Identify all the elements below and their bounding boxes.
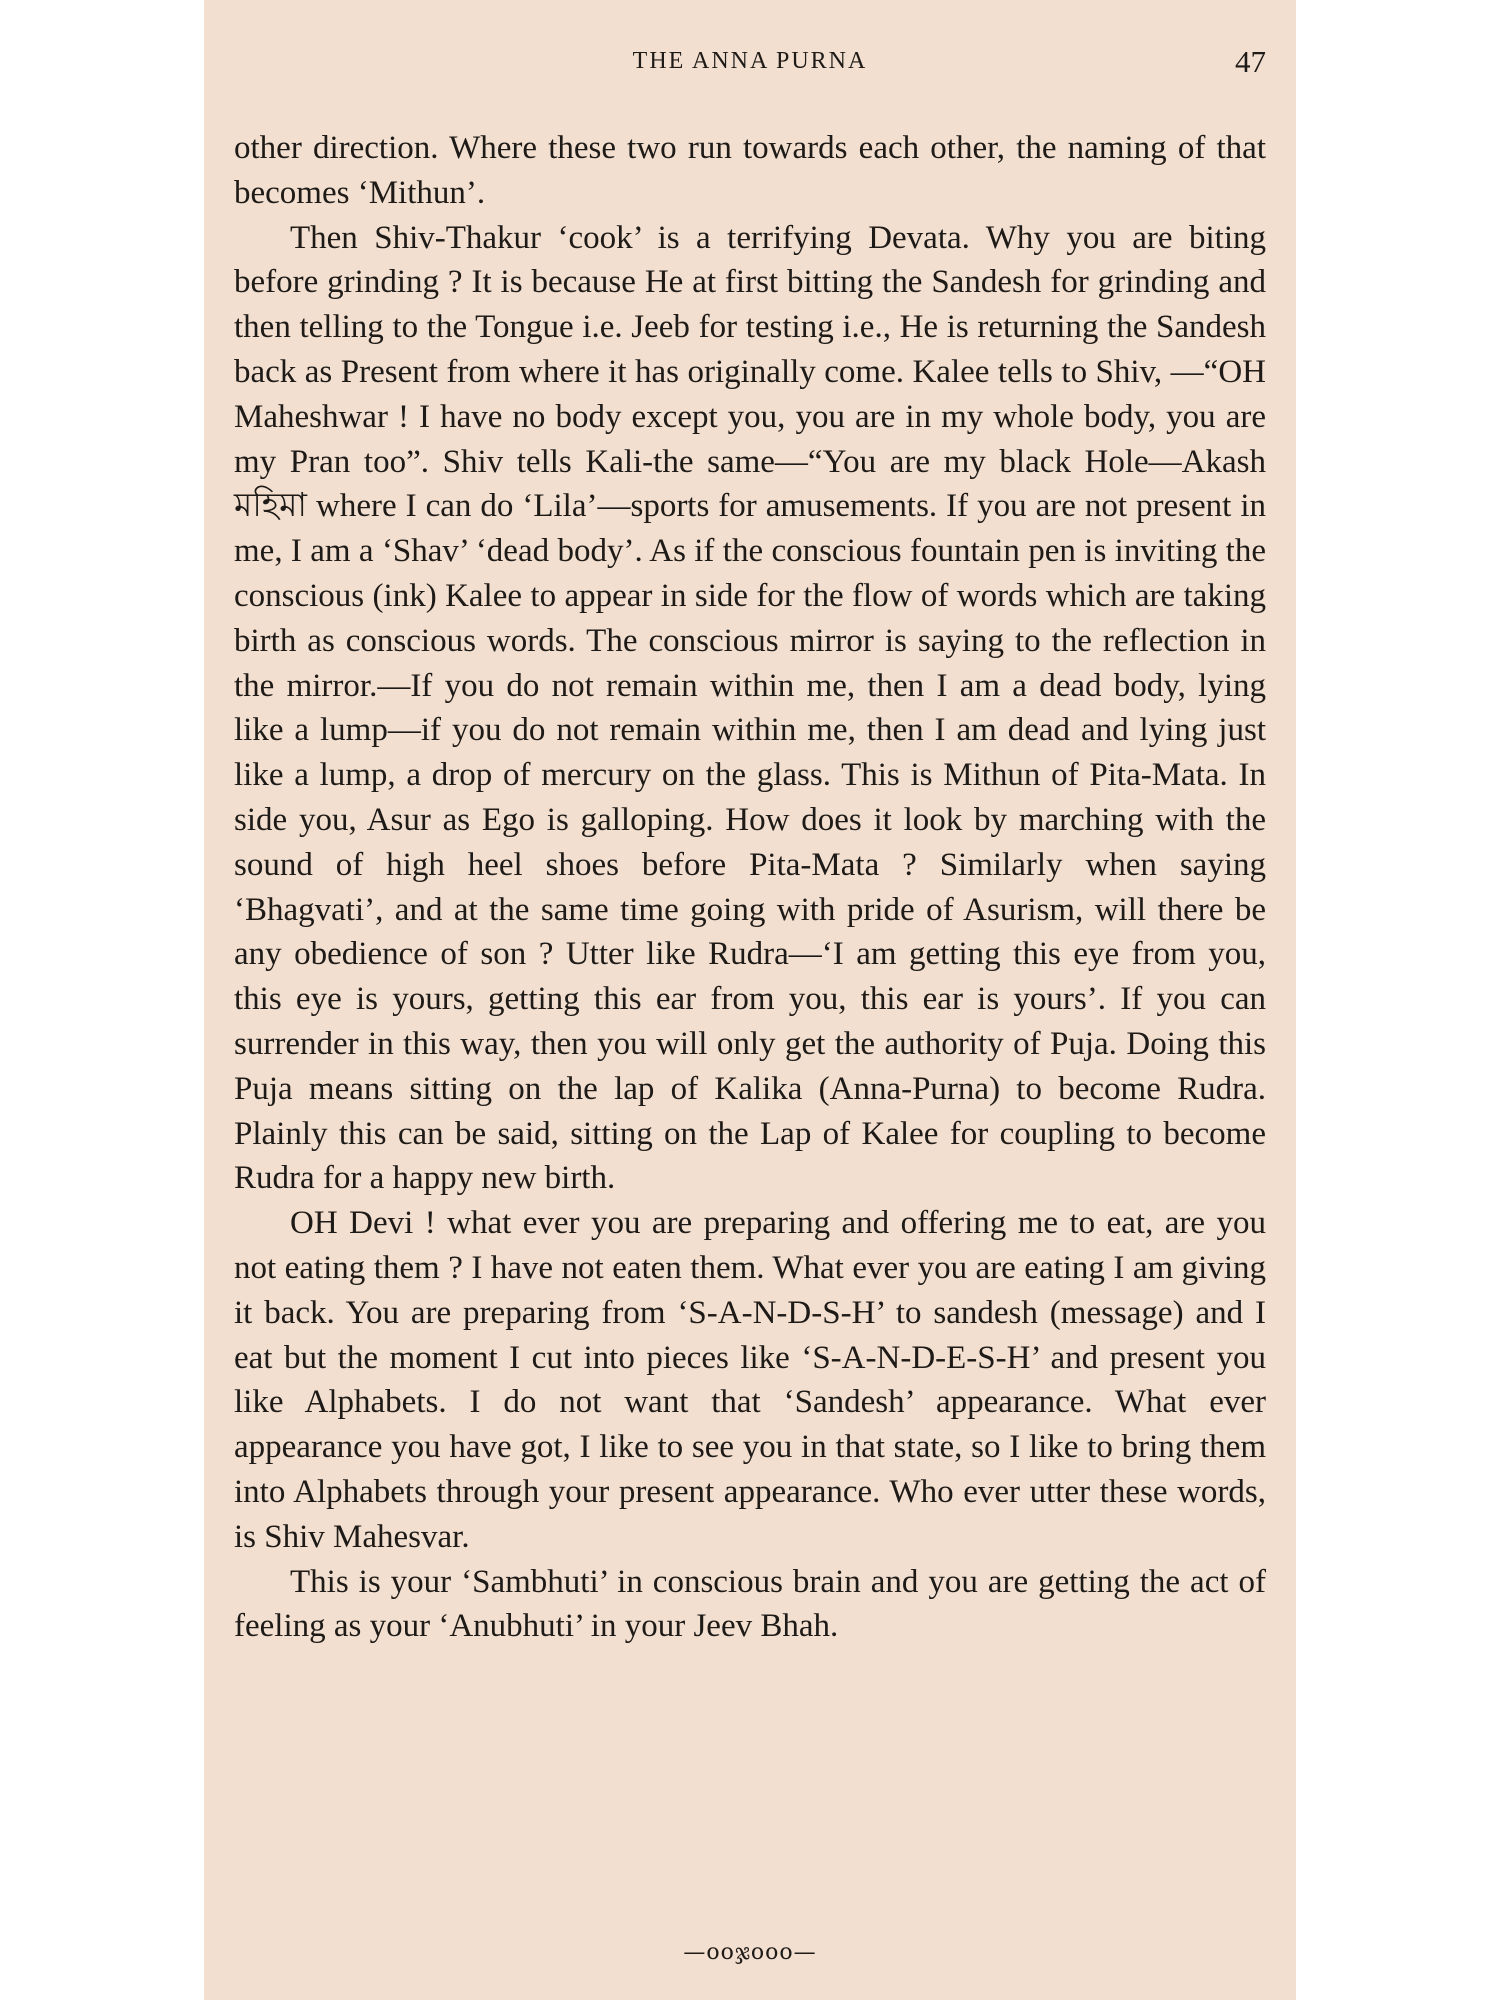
running-title: THE ANNA PURNA [632,48,868,74]
book-page [204,0,1296,2000]
paragraph: This is your ‘Sambhuti’ in conscious brain and you are getting the act of feeling as your ‘Anubhuti’ in your Jeev Bhah. [234,1563,1266,1645]
page-number: 47 [1235,44,1266,79]
body-text [234,126,1266,1649]
paragraph: OH Devi ! what ever you are preparing and offering me to eat, are you not eating them ? I have not eaten them. What ever you are eating I am giving it back. You are preparing from ‘S-A-N-D-S-H’ to sandesh (message) and I eat but the moment I cut into pieces like ‘S-A-N-D-E-S-H’ and present you like Alphabets. I do not want that ‘Sandesh’ appearance. What ever appearance you have got, I like to see you in that state, so I like to bring them into Alphabets through your present appearance. Who ever utter these words, is Shiv Mahesvar. [234,1205,1266,1555]
paragraph: Then Shiv-Thakur ‘cook’ is a terrifying Devata. Why you are biting before grinding ? It is because He at first bitting the Sandesh for grinding and then telling to the Tongue i.e. Jeeb for testing i.e., He is returning the Sandesh back as Present from where it has originally come. Kalee tells to Shiv, —“OH Maheshwar ! I have no body except you, you are in my whole body, you are my Pran too”. Shiv tells Kali-the same—“You are my black Hole—Akash মহিমা where I can do ‘Lila’—sports for amusements. If you are not present in me, I am a ‘Shav’ ‘dead body’. As if the conscious fountain pen is inviting the conscious (ink) Kalee to appear in side for the flow of words which are taking birth as conscious words. The conscious mirror is saying to the reflection in the mirror.—If you do not remain within me, then I am a dead body, lying like a lump—if you do not remain within me, then I am dead and lying just like a lump, a drop of mercury on the glass. This is Mithun of Pita-Mata. In side you, Asur as Ego is galloping. How does it look by marching with the sound of high heel shoes before Pita-Mata ? Similarly when saying ‘Bhagvati’, and at the same time going with pride of Asurism, will there be any obedience of son ? Utter like Rudra—‘I am getting this eye from you, this eye is yours, getting this ear from you, this ear is yours’. If you can surrender in this way, then you will only get the authority of Puja. Doing this Puja means sitting on the lap of Kalika (Anna-Purna) to become Rudra. Plainly this can be said, sitting on the Lap of Kalee for coupling to become Rudra for a happy new birth. [234,219,1266,1197]
page-header [234,44,1266,84]
end-ornament: —ooჯooo— [683,1940,817,1965]
paragraph-continued: other direction. Where these two run towards each other, the naming of that becomes ‘Mithun’. [234,130,1266,211]
